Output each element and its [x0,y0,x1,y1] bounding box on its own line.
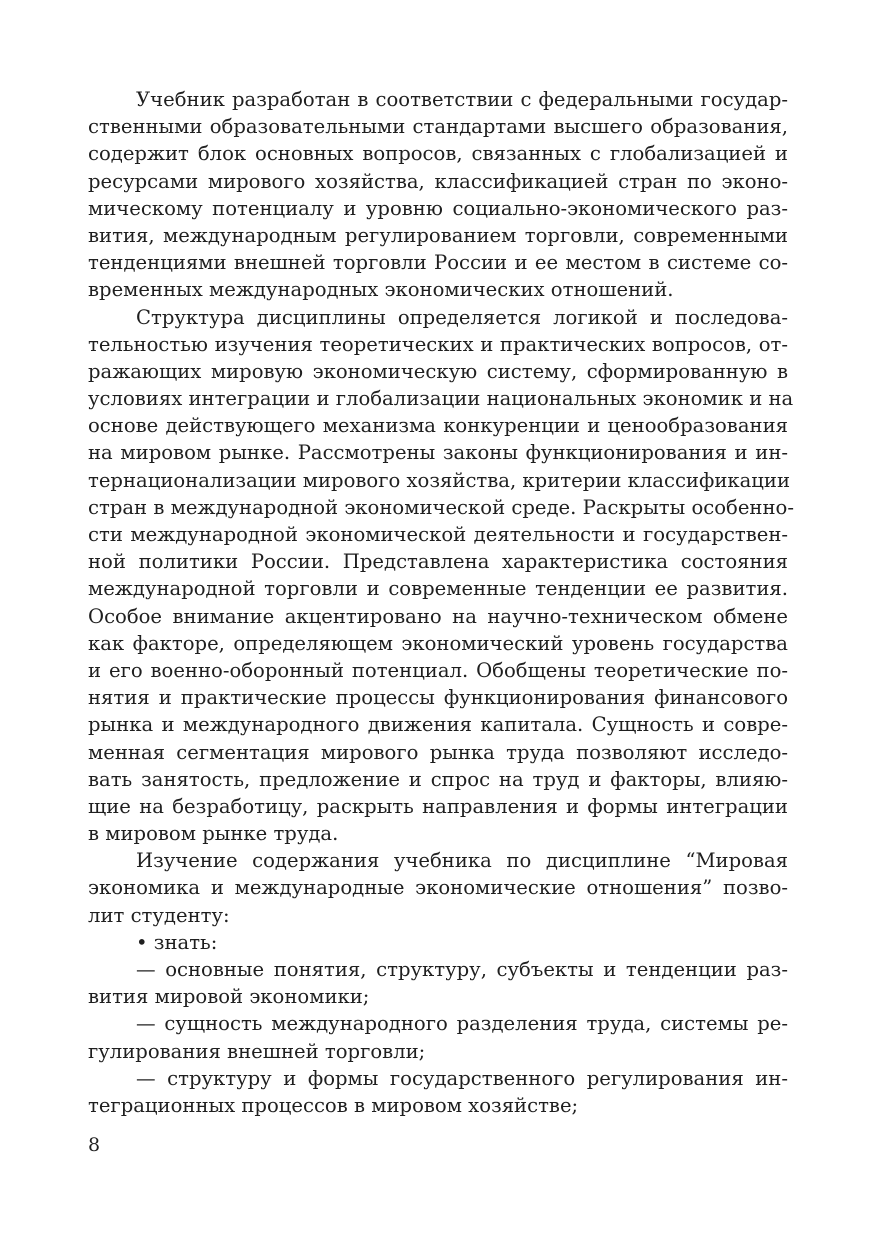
text-line: нятия и практические процессы функционирования финансового [88,686,788,710]
text-line: основе действующего механизма конкуренции и ценообразования [88,414,788,438]
text-line: Учебник разработан в соответствии с федеральными государ- [136,88,788,111]
text-line: рынка и международного движения капитала. Сущность и совре- [88,713,788,737]
text-line: ресурсами мирового хозяйства, классификацией стран по эконо- [88,169,788,193]
paragraph-structure [88,304,794,848]
text-line: условиях интеграции и глобализации национальных экономик и на [88,387,794,411]
list-item [88,1065,788,1119]
list-item [88,956,788,1010]
text-line: • знать: [136,930,218,954]
text-line: тенденциями внешней торговли России и ее местом в системе со- [88,251,788,275]
text-line: Особое внимание акцентировано на научно-техническом обмене [88,604,788,628]
text-line: — структуру и формы государственного регулирования ин- [136,1066,788,1090]
text-line: тернационализации мирового хозяйства, критерии классификации [88,468,791,492]
text-line: содержит блок основных вопросов, связанных с глобализацией и [88,142,788,166]
paragraph-study-goals [88,847,788,929]
text-line: вать занятость, предложение и спрос на труд и факторы, влияю- [88,767,788,791]
text-line: как факторе, определяющем экономический уровень государства [88,631,788,655]
text-line: стран в международной экономической среде. Раскрыты особенно- [88,495,794,519]
text-line: ственными образовательными стандартами высшего образования, [88,115,788,139]
text-line: Изучение содержания учебника по дисциплине “Мировая [136,849,788,873]
text-line: экономика и международные экономические отношения” позво- [88,876,788,900]
list-heading-know [88,929,788,956]
text-line: — основные понятия, структуру, субъекты и тенденции раз- [136,958,788,981]
text-line: — сущность международного разделения труда, системы ре- [136,1012,788,1036]
text-line: и его военно-оборонный потенциал. Обобщены теоретические по- [88,658,788,682]
text-line: менная сегментация мирового рынка труда позволяют исследо- [88,740,788,764]
text-line: мическому потенциалу и уровню социально-экономического раз- [88,196,788,220]
text-line: международной торговли и современные тенденции ее развития. [88,577,788,601]
paragraph-intro [88,86,788,304]
text-line: на мировом рынке. Рассмотрены законы функционирования и ин- [88,441,788,465]
text-line: в мировом рынке труда. [88,822,339,846]
text-line: временных международных экономических отношений. [88,278,674,302]
text-line: щие на безработицу, раскрыть направления и формы интеграции [88,794,788,818]
text-line: тельностью изучения теоретических и практических вопросов, от- [88,332,788,356]
text-line: вития мировой экономики; [88,985,370,1009]
text-line: теграционных процессов в мировом хозяйстве; [88,1093,579,1117]
text-line: сти международной экономической деятельности и государствен- [88,523,788,546]
list-item [88,1010,788,1064]
page-body [88,86,794,1119]
text-line: Структура дисциплины определяется логикой и последова- [136,305,788,329]
text-line: ражающих мировую экономическую систему, сформированную в [88,359,788,383]
text-line: ной политики России. Представлена характеристика состояния [88,550,788,574]
text-line: вития, международным регулированием торговли, современными [88,223,788,247]
text-line: лит студенту: [88,903,230,927]
text-line: гулирования внешней торговли; [88,1039,426,1063]
page-number: 8 [88,1134,101,1156]
